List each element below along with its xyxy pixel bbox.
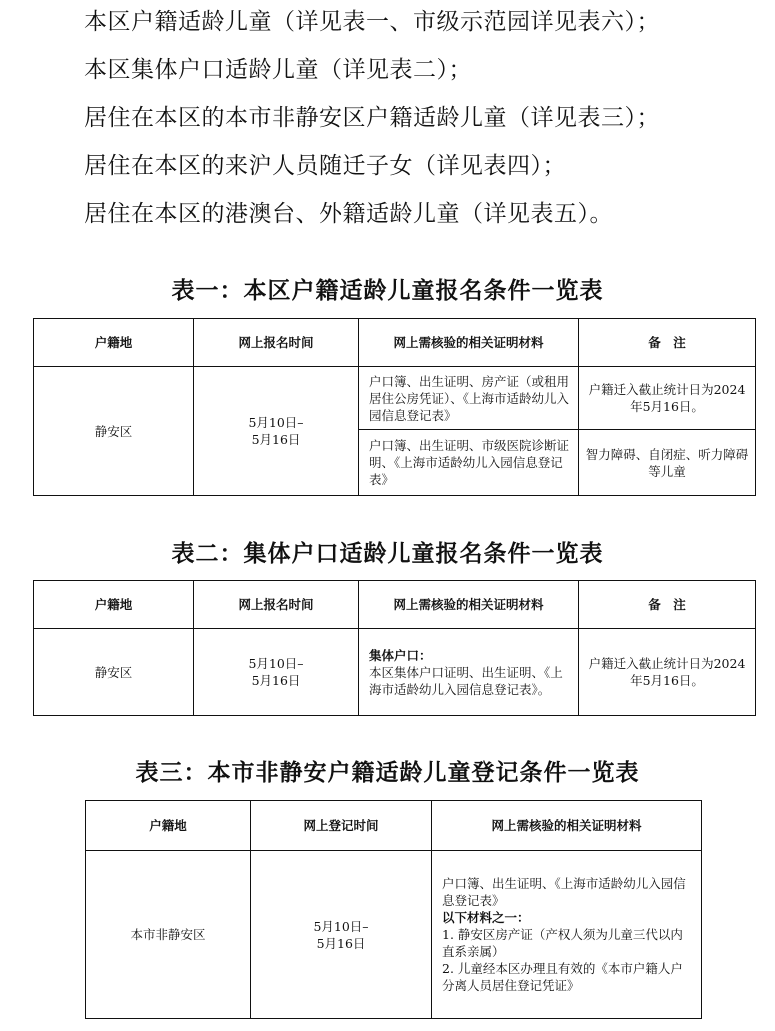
header-cell: 网上报名时间 <box>194 319 359 367</box>
time-line: 5月16日 <box>316 935 366 951</box>
header-cell: 网上需核验的相关证明材料 <box>359 319 579 367</box>
header-cell: 备 注 <box>579 581 756 629</box>
time-cell <box>194 367 359 496</box>
region-cell: 本市非静安区 <box>86 851 251 1019</box>
intro-line: 居住在本区的港澳台、外籍适龄儿童（详见表五）。 <box>84 201 613 227</box>
table3-header-row <box>86 801 702 851</box>
materials-text: 户口簿、出生证明、《上海市适龄幼儿入园信息登记表》 <box>442 876 686 908</box>
table-row <box>34 367 756 430</box>
table-row <box>86 851 702 1019</box>
header-cell: 户籍地 <box>86 801 251 851</box>
time-line: 5月16日 <box>251 673 301 688</box>
table2 <box>33 580 756 716</box>
materials-item: 1. 静安区房产证（产权人须为儿童三代以内直系亲属） <box>442 927 683 959</box>
note-cell: 户籍迁入截止统计日为2024年5月16日。 <box>579 367 756 430</box>
time-line: 5月10日– <box>248 415 304 430</box>
table1 <box>33 318 756 496</box>
table2-title: 表二：集体户口适龄儿童报名条件一览表 <box>171 541 604 567</box>
materials-text: 本区集体户口证明、出生证明、《上海市适龄幼儿入园信息登记表》。 <box>369 664 563 697</box>
table1-header-row <box>34 319 756 367</box>
intro-line: 居住在本区的本市非静安区户籍适龄儿童（详见表三）； <box>84 105 660 131</box>
note-cell: 户籍迁入截止统计日为2024年5月16日。 <box>579 629 756 716</box>
table3 <box>85 800 702 1019</box>
header-cell: 网上需核验的相关证明材料 <box>432 801 702 851</box>
table1-title: 表一：本区户籍适龄儿童报名条件一览表 <box>171 278 604 304</box>
header-cell: 网上登记时间 <box>251 801 432 851</box>
materials-cell <box>432 851 702 1019</box>
header-cell: 网上报名时间 <box>194 581 359 629</box>
time-line: 5月16日 <box>251 432 301 447</box>
table3-title: 表三：本市非静安户籍适龄儿童登记条件一览表 <box>135 760 640 786</box>
header-cell: 网上需核验的相关证明材料 <box>359 581 579 629</box>
intro-paragraph <box>84 8 764 248</box>
time-line: 5月10日– <box>248 656 304 671</box>
note-cell: 智力障碍、自闭症、听力障碍等儿童 <box>579 430 756 496</box>
intro-line: 居住在本区的来沪人员随迁子女（详见表四）； <box>84 153 566 179</box>
materials-heading: 集体户口： <box>369 647 432 663</box>
table2-header-row <box>34 581 756 629</box>
region-cell: 静安区 <box>34 367 194 496</box>
materials-cell: 户口簿、出生证明、房产证（或租用居住公房凭证）、《上海市适龄幼儿入园信息登记表》 <box>359 367 579 430</box>
materials-cell <box>359 629 579 716</box>
materials-heading: 以下材料之一： <box>442 910 530 925</box>
table-row <box>34 629 756 716</box>
time-line: 5月10日– <box>313 918 369 934</box>
materials-item: 2. 儿童经本区办理且有效的《本市户籍人户分离人员居住登记凭证》 <box>442 961 683 993</box>
header-cell: 备 注 <box>579 319 756 367</box>
intro-line: 本区集体户口适龄儿童（详见表二）； <box>84 57 472 83</box>
time-cell <box>194 629 359 716</box>
region-cell: 静安区 <box>34 629 194 716</box>
header-cell: 户籍地 <box>34 581 194 629</box>
header-cell: 户籍地 <box>34 319 194 367</box>
time-cell <box>251 851 432 1019</box>
intro-line: 本区户籍适龄儿童（详见表一、市级示范园详见表六）； <box>84 9 660 35</box>
materials-cell: 户口簿、出生证明、市级医院诊断证明、《上海市适龄幼儿入园信息登记表》 <box>359 430 579 496</box>
